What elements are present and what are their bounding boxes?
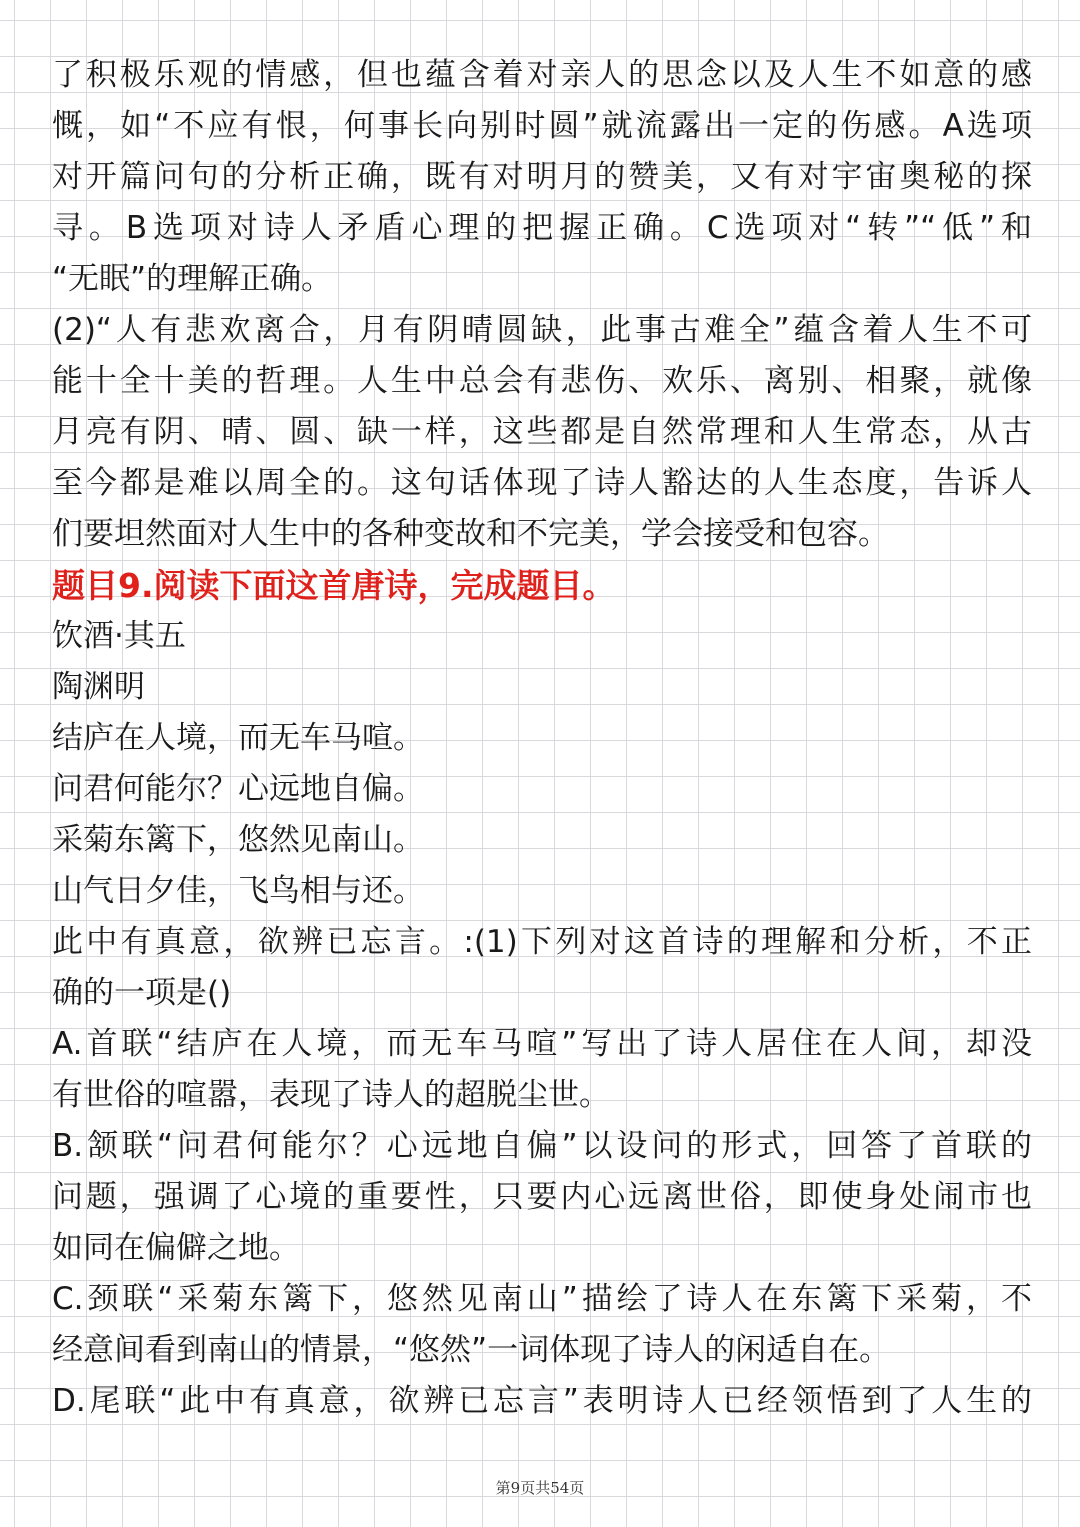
text-line: 至今都是难以周全的。这句话体现了诗人豁达的人生态度，告诉人 (52, 465, 1032, 501)
option-b-cont: 问题，强调了心境的重要性，只要内心远离世俗，即使身处闹市也 (52, 1179, 1032, 1215)
page-number: 第9页共54页 (495, 1479, 585, 1497)
option-a: A.首联“结庐在人境，而无车马喧”写出了诗人居住在人间，却没 (52, 1026, 1032, 1062)
poem-line: 结庐在人境，而无车马喧。 (52, 720, 424, 756)
option-c-cont: 经意间看到南山的情景，“悠然”一词体现了诗人的闲适自在。 (52, 1332, 891, 1368)
poem-line: 采菊东篱下，悠然见南山。 (52, 822, 424, 858)
text-line: “无眠”的理解正确。 (52, 261, 333, 297)
poem-line: 此中有真意，欲辨已忘言。:(1)下列对这首诗的理解和分析，不正 (52, 924, 1032, 960)
poem-line: 山气日夕佳，飞鸟相与还。 (52, 873, 424, 909)
text-line: 月亮有阴、晴、圆、缺一样，这些都是自然常理和人生常态，从古 (52, 414, 1032, 450)
option-a-cont: 有世俗的喧嚣，表现了诗人的超脱尘世。 (52, 1077, 610, 1113)
text-line: 慨，如“不应有恨，何事长向别时圆”就流露出一定的伤感。A选项 (52, 108, 1032, 144)
poem-line: 问君何能尔？心远地自偏。 (52, 771, 424, 807)
question-stem: 确的一项是() (52, 975, 232, 1011)
text-line: 了积极乐观的情感，但也蕴含着对亲人的思念以及人生不如意的感 (52, 57, 1032, 93)
poem-title: 饮酒·其五 (52, 618, 186, 654)
option-b: B.颔联“问君何能尔？心远地自偏”以设问的形式，回答了首联的 (52, 1128, 1032, 1164)
option-d: D.尾联“此中有真意，欲辨已忘言”表明诗人已经领悟到了人生的 (52, 1383, 1032, 1419)
document-body (52, 50, 1032, 1427)
text-line: 能十全十美的哲理。人生中总会有悲伤、欢乐、离别、相聚，就像 (52, 363, 1032, 399)
option-b-cont: 如同在偏僻之地。 (52, 1230, 300, 1266)
text-line: (2)“人有悲欢离合，月有阴晴圆缺，此事古难全”蕴含着人生不可 (52, 312, 1032, 348)
poem-author: 陶渊明 (52, 669, 145, 705)
text-line: 们要坦然面对人生中的各种变故和不完美，学会接受和包容。 (52, 516, 889, 552)
question-heading: 题目9.阅读下面这首唐诗，完成题目。 (52, 566, 616, 605)
option-c: C.颈联“采菊东篱下，悠然见南山”描绘了诗人在东篱下采菊，不 (52, 1281, 1032, 1317)
text-line: 寻。B选项对诗人矛盾心理的把握正确。C选项对“转”“低”和 (52, 210, 1032, 246)
text-line: 对开篇问句的分析正确，既有对明月的赞美，又有对宇宙奥秘的探 (52, 159, 1032, 195)
